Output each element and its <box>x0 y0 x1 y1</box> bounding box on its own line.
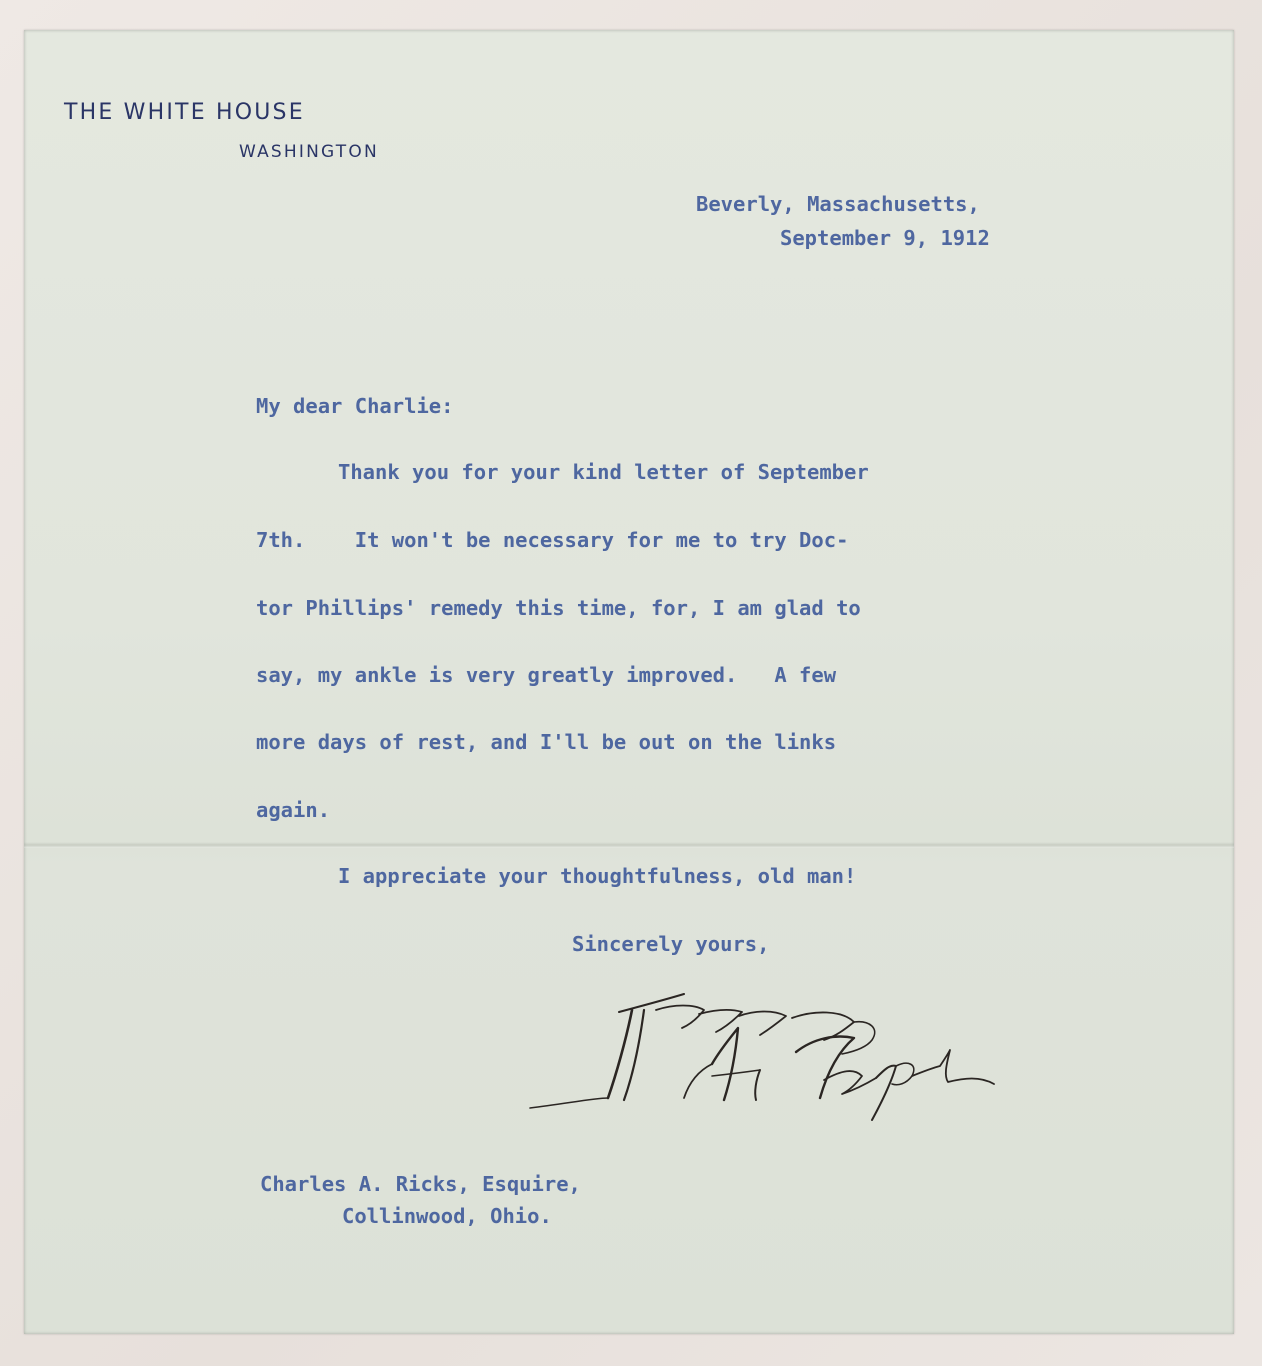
body-line: again. <box>256 798 331 822</box>
dateline-place: Beverly, Massachusetts, <box>696 192 980 216</box>
body-line: Thank you for your kind letter of September <box>338 460 869 484</box>
closing: Sincerely yours, <box>572 932 770 956</box>
body-line: more days of rest, and I'll be out on the links <box>256 730 837 754</box>
body-line: say, my ankle is very greatly improved. A few <box>256 663 837 687</box>
signature-image <box>524 980 1004 1130</box>
body-line: 7th. It won't be necessary for me to try Doc- <box>256 528 849 552</box>
recipient-location: Collinwood, Ohio. <box>342 1204 552 1228</box>
letter-paper <box>24 30 1234 1334</box>
paper-fold <box>24 842 1234 848</box>
body-line: tor Phillips' remedy this time, for, I am glad to <box>256 596 861 620</box>
salutation: My dear Charlie: <box>256 394 454 418</box>
body-line: I appreciate your thoughtfulness, old man! <box>338 864 857 888</box>
dateline-date: September 9, 1912 <box>780 226 990 250</box>
letterhead-title: THE WHITE HOUSE <box>64 100 305 125</box>
recipient-name: Charles A. Ricks, Esquire, <box>260 1172 581 1196</box>
letterhead-subtitle: WASHINGTON <box>239 142 379 162</box>
